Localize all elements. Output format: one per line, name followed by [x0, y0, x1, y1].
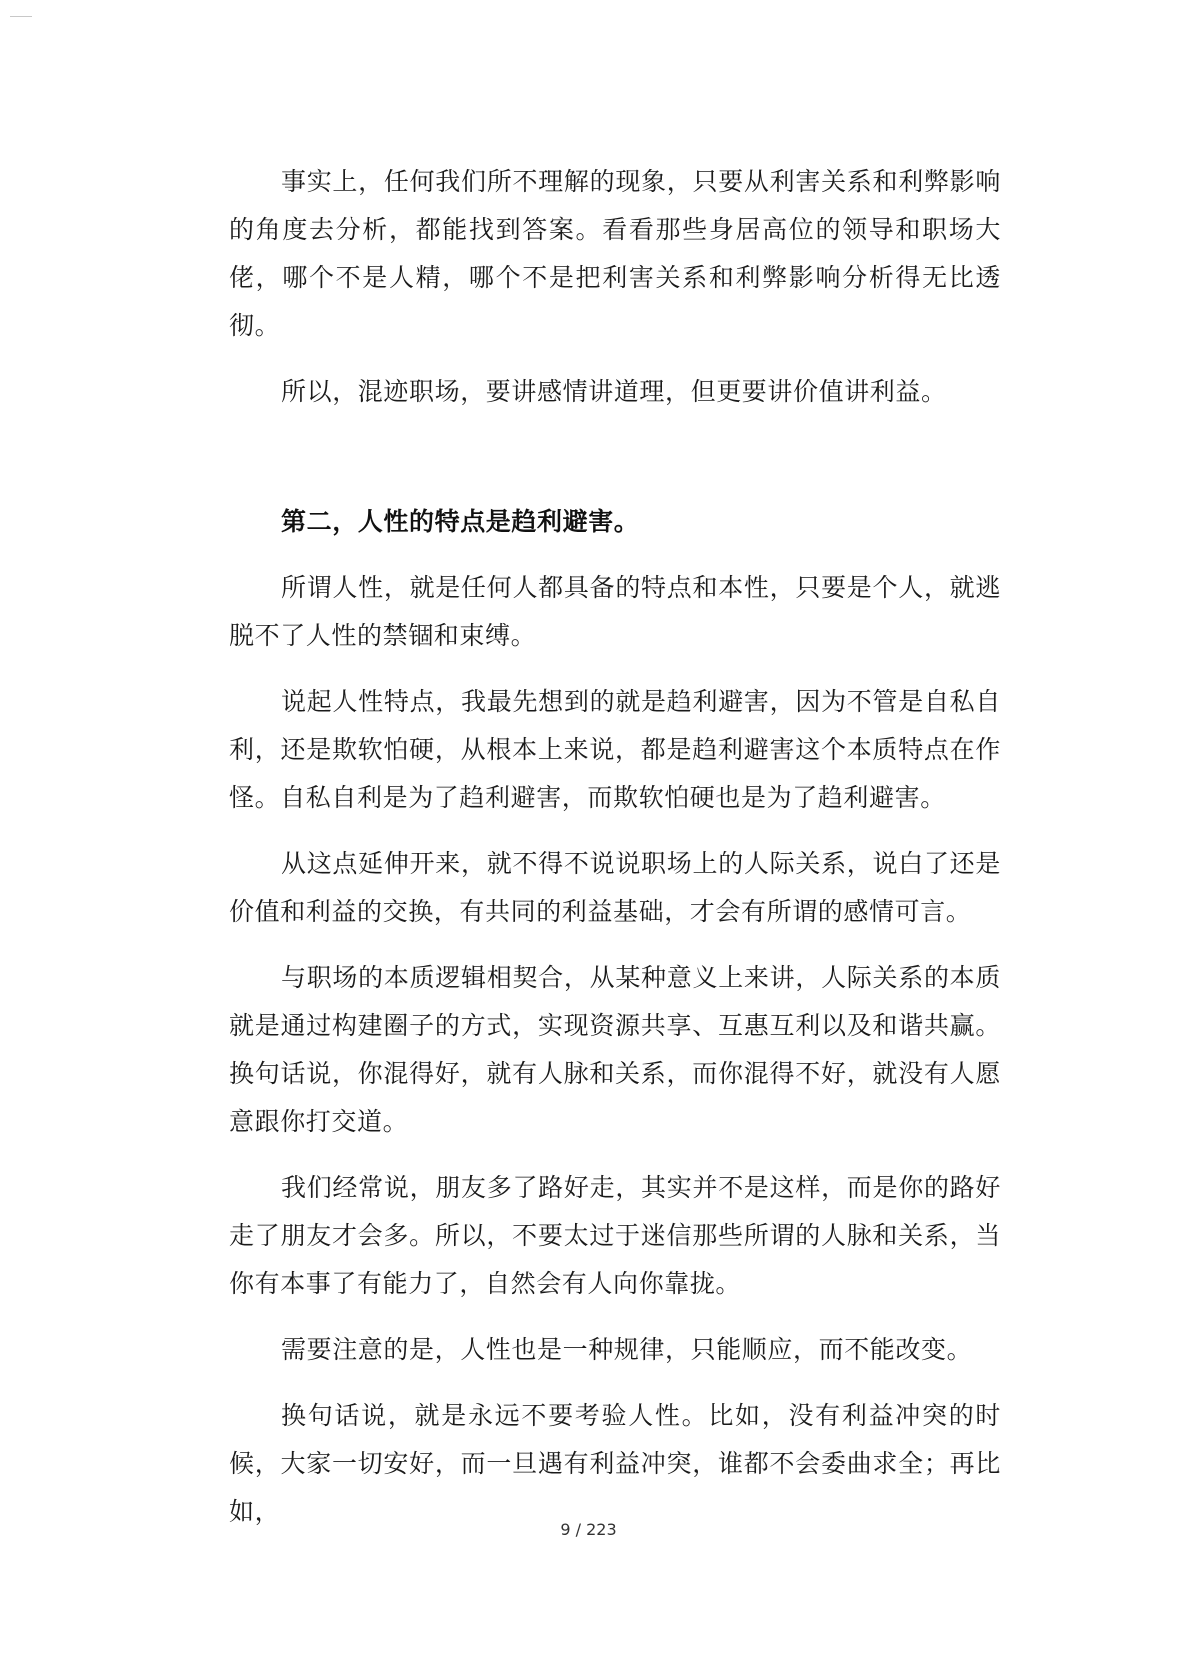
page-number: 9 / 223 — [560, 1520, 617, 1539]
paragraph-4: 说起人性特点，我最先想到的就是趋利避害，因为不管是自私自利，还是欺软怕硬，从根本上来说，都是趋利避害这个本质特点在作怪。自私自利是为了趋利避害，而欺软怕硬也是为了趋利避害。 — [229, 687, 1001, 812]
paragraph-9: 换句话说，就是永远不要考验人性。比如，没有利益冲突的时候，大家一切安好，而一旦遇有利益冲突，谁都不会委曲求全；再比如， — [229, 1401, 1001, 1526]
paragraph-7: 我们经常说，朋友多了路好走，其实并不是这样，而是你的路好走了朋友才会多。所以，不要太过于迷信那些所谓的人脉和关系，当你有本事了有能力了，自然会有人向你靠拢。 — [229, 1173, 1001, 1298]
paragraph-6: 与职场的本质逻辑相契合，从某种意义上来讲，人际关系的本质就是通过构建圈子的方式，实现资源共享、互惠互利以及和谐共赢。换句话说，你混得好，就有人脉和关系，而你混得不好，就没有人愿意跟你打交道。 — [229, 963, 1001, 1136]
corner-mark — [10, 16, 32, 17]
paragraph-2: 所以，混迹职场，要讲感情讲道理，但更要讲价值讲利益。 — [281, 377, 947, 406]
section-heading: 第二，人性的特点是趋利避害。 — [281, 507, 640, 536]
page-body — [229, 158, 1001, 1554]
paragraph-8: 需要注意的是，人性也是一种规律，只能顺应，而不能改变。 — [281, 1335, 973, 1364]
section-spacer — [229, 434, 1001, 498]
paragraph-5: 从这点延伸开来，就不得不说说职场上的人际关系，说白了还是价值和利益的交换，有共同的利益基础，才会有所谓的感情可言。 — [229, 849, 1001, 926]
paragraph-3: 所谓人性，就是任何人都具备的特点和本性，只要是个人，就逃脱不了人性的禁锢和束缚。 — [229, 573, 1001, 650]
paragraph-1: 事实上，任何我们所不理解的现象，只要从利害关系和利弊影响的角度去分析，都能找到答案。看看那些身居高位的领导和职场大佬，哪个不是人精，哪个不是把利害关系和利弊影响分析得无比透彻。 — [229, 167, 1001, 340]
